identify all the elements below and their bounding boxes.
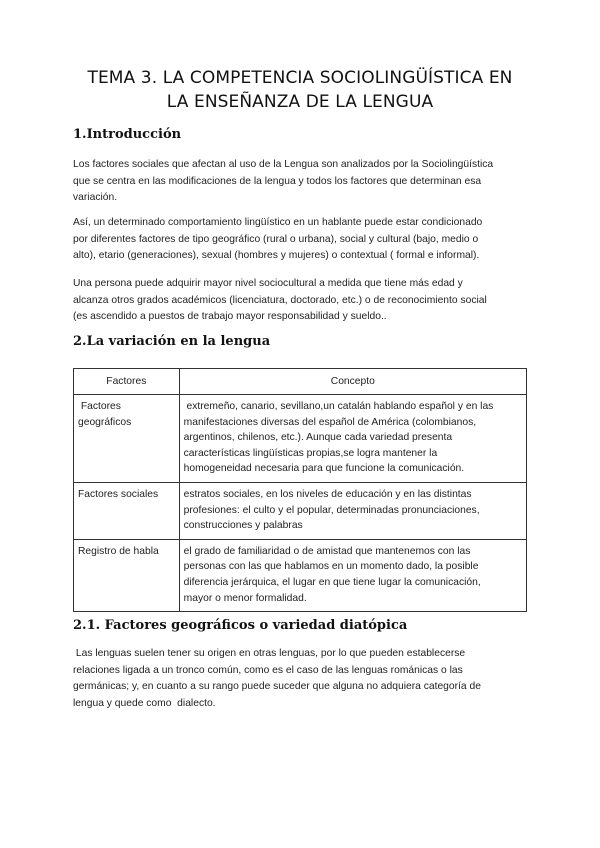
header-concepto: Concepto	[179, 369, 526, 395]
table-row	[74, 539, 527, 611]
text-line: alto), etario (generaciones), sexual (hombres y mujeres) o contextual ( formal e informal).	[73, 250, 480, 261]
factor-cell	[74, 482, 180, 539]
text-line: alcanza otros grados académicos (licenciatura, doctorado, etc.) o de reconocimiento social	[73, 294, 487, 306]
factor-cell	[74, 395, 180, 483]
concept-cell	[179, 482, 526, 539]
concept-text: profesiones: el culto y el popular, determinadas pronunciaciones,	[183, 504, 480, 516]
title-line-2: LA ENSEÑANZA DE LA LENGUA	[166, 92, 434, 112]
factor-text: Registro de habla	[78, 545, 159, 557]
text-line: Las lenguas suelen tener su origen en otras lenguas, por lo que pueden establecerse	[73, 648, 466, 659]
factors-table	[73, 368, 527, 612]
text-line: por diferentes factores de tipo geográfico (rural o urbana), social y cultural (bajo, medio o	[73, 233, 479, 245]
concept-text: manifestaciones diversas del español de América (colombianos,	[183, 416, 477, 428]
intro-paragraph-2	[73, 215, 533, 265]
section-heading-factores-geograficos: 2.1. Factores geográficos o variedad diatópica	[73, 618, 408, 633]
text-line: variación.	[73, 192, 118, 203]
table-row	[74, 482, 527, 539]
intro-paragraph-1	[73, 157, 533, 207]
concept-text: estratos sociales, en los niveles de educación y en las distintas	[183, 488, 472, 500]
table-header-row	[74, 369, 527, 395]
text-line: Los factores sociales que afectan al uso de la Lengua son analizados por la Sociolingüística	[73, 159, 494, 170]
concept-text: el grado de familiaridad o de amistad que mantenemos con las	[183, 545, 471, 557]
section-heading-introduccion: 1.Introducción	[73, 127, 182, 142]
geo-paragraph-1	[73, 646, 533, 712]
table-row	[74, 395, 527, 483]
concept-text: argentinos, chilenos, etc.). Aunque cada variedad presenta	[183, 432, 453, 444]
section-heading-variacion: 2.La variación en la lengua	[73, 334, 271, 349]
text-line: que se centra en las modificaciones de la lengua y todos los factores que determinan esa	[73, 175, 482, 187]
concept-text: construcciones y palabras	[183, 520, 303, 532]
concept-text: características lingüísticas propias,se logra mantener la	[183, 447, 438, 459]
document-title	[60, 66, 540, 114]
factor-text: geográficos	[78, 416, 132, 428]
concept-text: homogeneidad necesaria para que funcione la comunicación.	[183, 463, 465, 475]
concept-text: diferencia jerárquica, el lugar en que tiene lugar la comunicación,	[183, 576, 481, 588]
concept-text: mayor o menor formalidad.	[183, 592, 307, 604]
concept-cell	[179, 539, 526, 611]
text-line: Así, un determinado comportamiento lingüístico en un hablante puede estar condicionado	[73, 217, 483, 228]
factor-text: Factores sociales	[78, 488, 159, 500]
text-line: Una persona puede adquirir mayor nivel sociocultural a medida que tiene más edad y	[73, 278, 463, 289]
title-line-1: TEMA 3. LA COMPETENCIA SOCIOLINGÜÍSTICA EN	[87, 68, 513, 88]
factor-text: Factores	[78, 401, 121, 412]
header-factores: Factores	[74, 369, 180, 395]
intro-paragraph-3	[73, 276, 533, 326]
text-line: (es ascendido a puestos de trabajo mayor responsabilidad y sueldo..	[73, 311, 387, 322]
concept-cell	[179, 395, 526, 483]
text-line: germánicas; y, en cuanto a su rango puede suceder que alguna no adquiera categoría de	[73, 681, 481, 692]
factor-cell	[74, 539, 180, 611]
text-line: relaciones ligada a un tronco común, como es el caso de las lenguas románicas o las	[73, 664, 463, 676]
text-line: lengua y quede como dialecto.	[73, 697, 216, 709]
concept-text: extremeño, canario, sevillano,un catalán hablando español y en las	[183, 401, 494, 412]
concept-text: personas con las que hablamos en un momento dado, la posible	[183, 561, 479, 573]
